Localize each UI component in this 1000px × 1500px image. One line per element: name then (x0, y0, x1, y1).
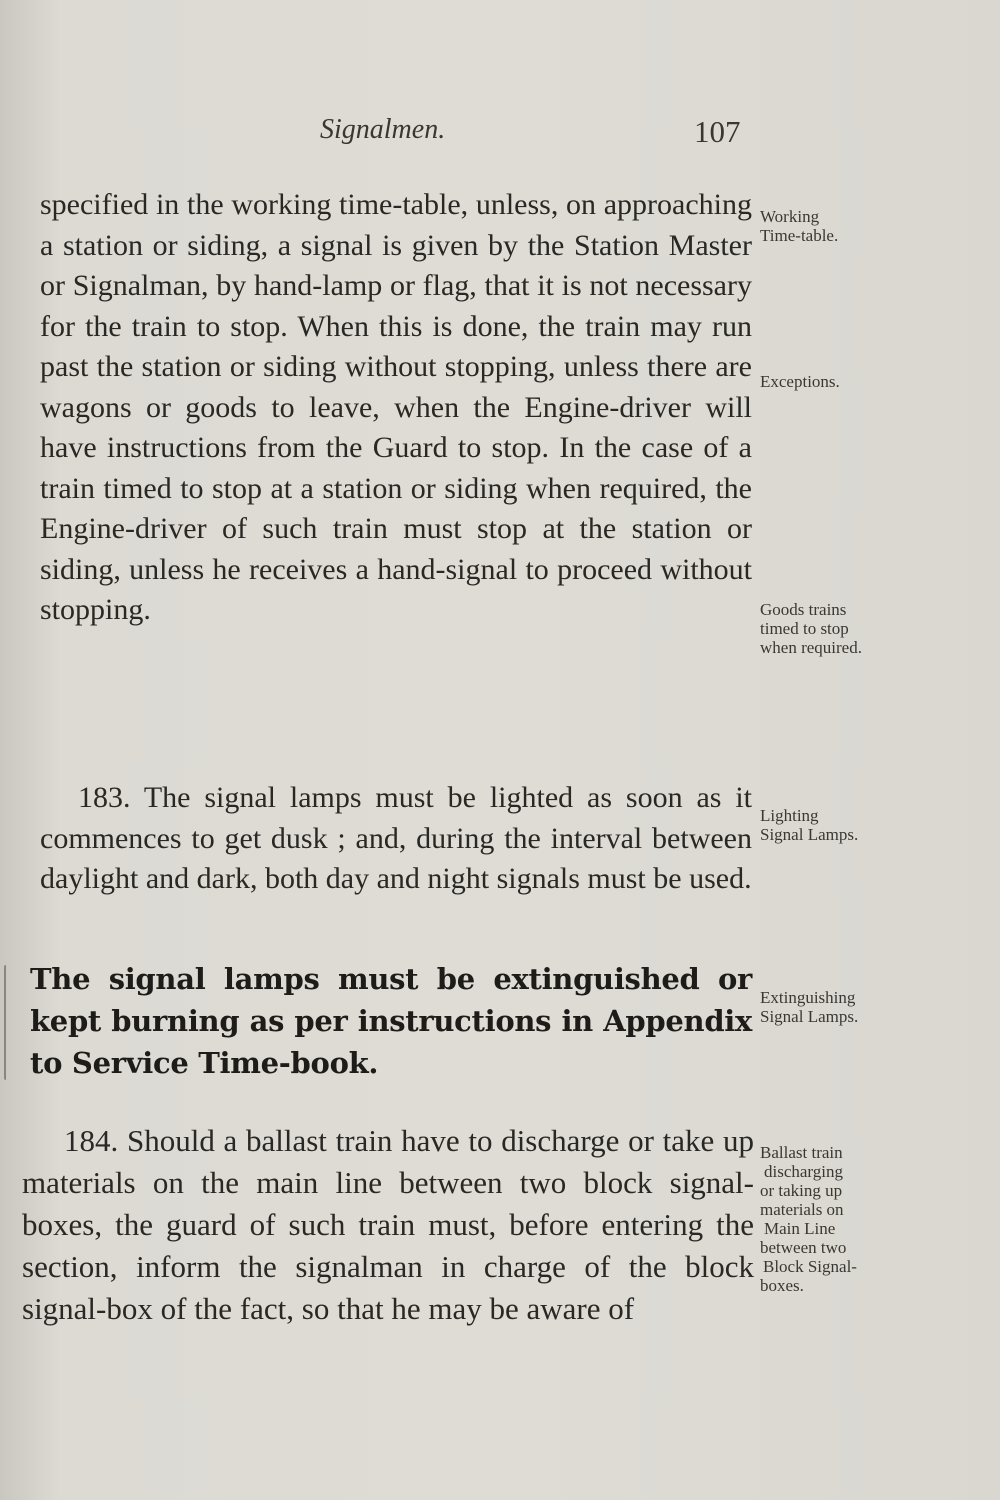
paragraph-working-timetable: specified in the working time-table, unless, on approaching a station or siding, a signal is given by the Station Master or Signalman, by hand-lamp or flag, that it is not necessary for the train to stop. When this is done, the train may run past the station or siding without stopping, unless there are wagons or goods to leave, when the Engine-driver will have instructions from the Guard to stop. In the case of a train timed to stop at a station or siding when required, the Engine-driver of such train must stop at the station or siding, unless he receives a hand-signal to proceed without stopping. (40, 188, 752, 626)
side-note-line: Goods trains (760, 600, 847, 619)
paragraph-184: 184. Should a ballast train have to discharge or take up materials on the main line between two block signal-boxes, the guard of such train must, before entering the section, inform the signalman in charge of the block signal-box of the fact, so that he may be aware of (22, 1123, 754, 1326)
side-note-line: Time-table. (760, 226, 839, 245)
side-note-line: or taking up (760, 1181, 843, 1200)
side-note-line: Block Signal- (763, 1257, 857, 1276)
side-note-extinguishing (760, 988, 960, 1026)
side-note-working-timetable (760, 207, 960, 245)
side-note-line: Ballast train (760, 1143, 843, 1162)
side-note-line: discharging (764, 1162, 844, 1181)
side-note-line: materials on (760, 1200, 844, 1219)
side-note-line: between two (760, 1238, 847, 1257)
side-note-line: Working (760, 207, 820, 226)
side-note-line: Lighting (760, 806, 819, 825)
running-title: Signalmen. (320, 114, 446, 145)
paragraph-extinguishing-bold: The signal lamps must be extinguished or kept burning as per instructions in Appendix to Service Time-book. (30, 962, 752, 1080)
side-note-line: when required. (760, 638, 862, 657)
side-note-goods-trains (760, 600, 960, 657)
page-number: 107 (694, 114, 741, 149)
side-note-line: timed to stop (760, 619, 849, 638)
side-note-exceptions (760, 372, 960, 391)
side-note-line: Signal Lamps. (760, 1007, 859, 1026)
page-edge-mark (4, 965, 9, 1080)
side-note-ballast-train (760, 1143, 910, 1295)
side-note-line: Extinguishing (760, 988, 856, 1007)
side-note-line: Main Line (764, 1219, 836, 1238)
side-note-line: Exceptions. (760, 372, 840, 391)
side-note-lighting (760, 806, 960, 844)
side-note-line: Signal Lamps. (760, 825, 859, 844)
paragraph-183: 183. The signal lamps must be lighted as soon as it commences to get dusk ; and, during the interval between daylight and dark, both day and night signals must be used. (40, 781, 752, 895)
side-note-line: boxes. (760, 1276, 804, 1295)
